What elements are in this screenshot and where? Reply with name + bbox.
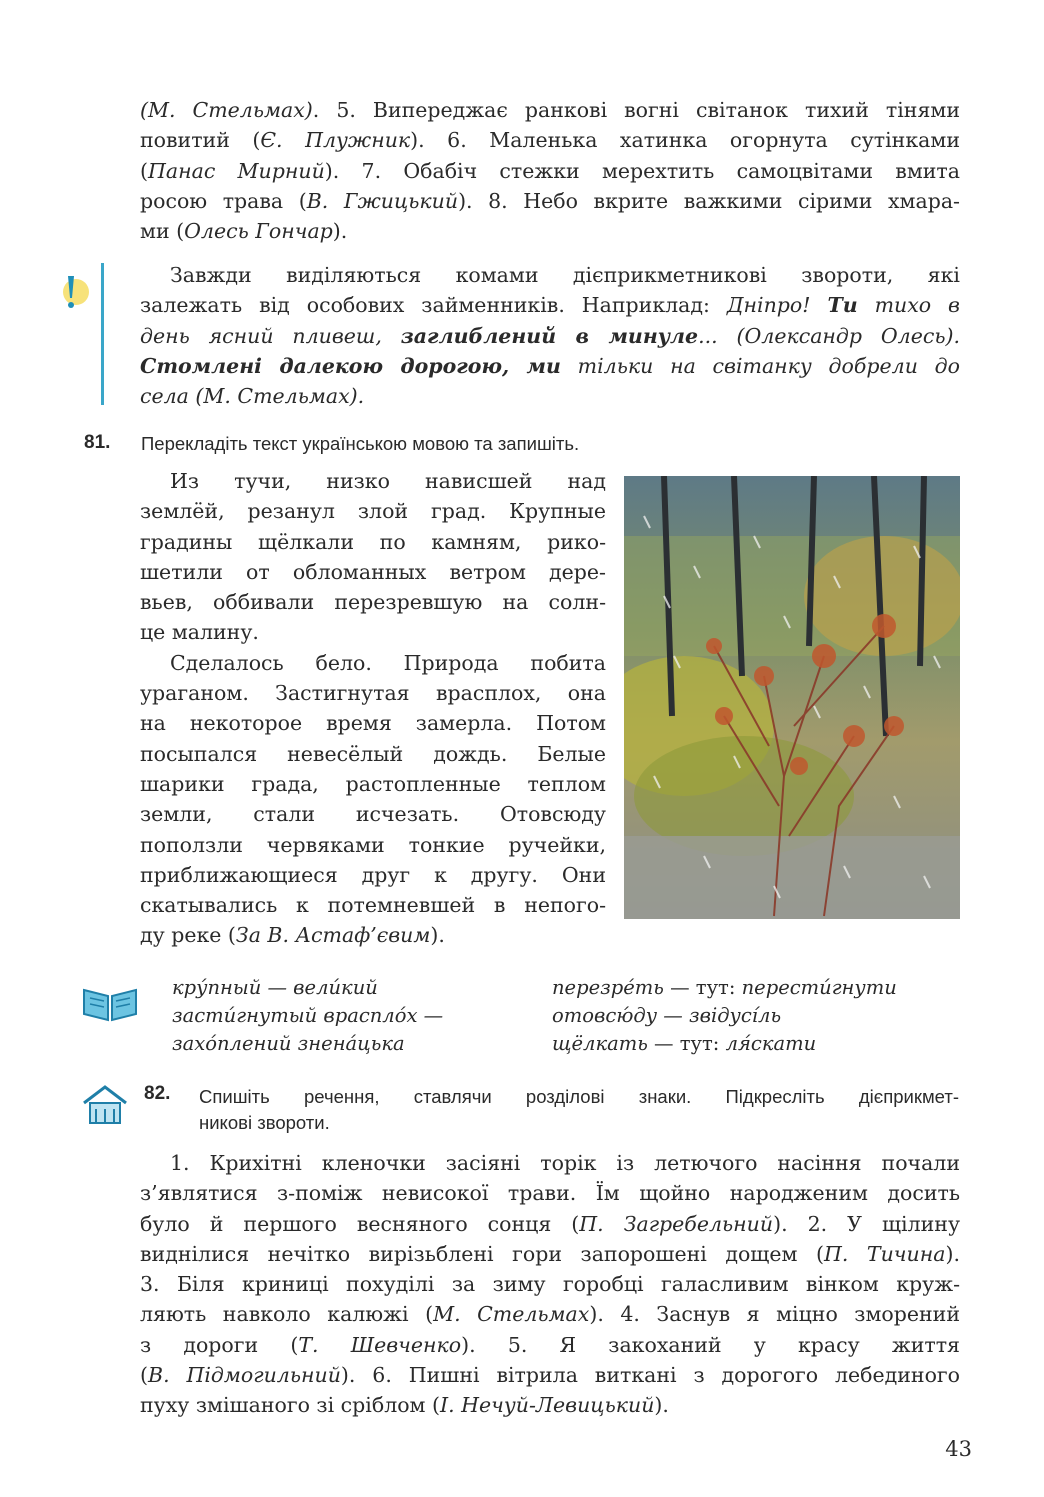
line: пуху змішаного зі сріблом (І. Нечуй-Левицький).	[140, 1393, 669, 1418]
line: було й першого весняного сонця (П. Загребельний). 2. У щілину	[140, 1211, 960, 1236]
line: ляють навколо калюжі (М. Стельмах). 4. Заснув я міцно зморений	[140, 1302, 960, 1327]
vocab-entry: отовсю́ду — звідусі́ль	[552, 1004, 782, 1027]
top-paragraph	[140, 95, 960, 246]
line: Завжди виділяються комами дієприкметникові звороти, які	[170, 263, 960, 287]
line: на некоторое время замерла. Потом	[140, 711, 606, 736]
homework-house-icon	[80, 1083, 130, 1127]
exercise-81-text	[140, 466, 606, 951]
line: Сделалось бело. Природа побита	[170, 650, 606, 675]
rule-bar	[101, 263, 104, 405]
line: приближающиеся друг к другу. Они	[140, 862, 606, 887]
line: (В. Підмогильний). 6. Пишні вітрила виткані з дорогого лебединого	[140, 1363, 960, 1388]
line: вьев, оббивали перезревшую на солн-	[140, 590, 606, 615]
line: (Панас Мирний). 7. Обабіч стежки мерехтить самоцвітами вмита	[140, 158, 960, 183]
line: землёй, резанул злой град. Крупные	[140, 499, 606, 524]
task-line: Спишіть речення, ставлячи розділові знаки. Підкресліть дієприкмет-	[199, 1086, 959, 1107]
vocab-entry: перезре́ть — тут: перести́гнути	[552, 976, 897, 999]
task-line: никові звороти.	[199, 1112, 330, 1133]
line: Из тучи, низко нависшей над	[170, 469, 606, 493]
line: виднілися нечітко вирізьблені гори запорошені дощем (П. Тичина).	[140, 1241, 960, 1266]
line: ми (Олесь Гончар).	[140, 219, 348, 244]
line: з дороги (Т. Шевченко). 5. Я закоханий у красу життя	[140, 1332, 960, 1357]
line: росою трава (В. Гжицький). 8. Небо вкрите важкими сірими хмара-	[140, 188, 960, 213]
line: з’являтися з-поміж невисокої трави. Їм щойно народженим досить	[140, 1181, 960, 1206]
exercise-82-task	[199, 1084, 959, 1136]
rule-box	[140, 260, 960, 411]
line: поползли червяками тонкие ручейки,	[140, 832, 606, 857]
line: 3. Біля криниці похуділі за зиму горобці галасливим вінком круж-	[140, 1272, 960, 1297]
line: повитий (Є. Плужник). 6. Маленька хатинка огорнута сутінками	[140, 128, 960, 153]
line: ураганом. Застигнутая врасплох, она	[140, 681, 606, 706]
line: скатывались к потемневшей в непого-	[140, 893, 606, 918]
vocab-entry: захо́плений знена́цька	[172, 1032, 405, 1055]
line: 1. Крихітні кленочки засіяні торік із летючого насіння почали	[170, 1151, 960, 1175]
book-icon	[80, 982, 140, 1024]
line: посыпался невесёлый дождь. Белые	[140, 741, 606, 766]
exclamation-icon	[56, 268, 92, 312]
line: ду реке (За В. Астаф’євим).	[140, 923, 445, 948]
vocab-entry: засти́гнутый враспло́х —	[172, 1004, 444, 1027]
hailstorm-photo	[624, 476, 960, 919]
line: (М. Стельмах). 5. Випереджає ранкові вогні світанок тихий тінями	[140, 98, 960, 122]
vocabulary-right	[552, 974, 897, 1058]
line: градины щёлкали по камням, рико-	[140, 529, 606, 554]
vocabulary-left	[172, 974, 443, 1058]
exercise-81-number: 81.	[84, 432, 111, 453]
line: це малину.	[140, 620, 259, 645]
line: села (М. Стельмах).	[140, 384, 365, 409]
line: земли, стали исчезать. Отовсюду	[140, 802, 606, 827]
vocab-entry: щёлкать — тут: ля́скати	[552, 1032, 817, 1055]
exercise-82-text	[140, 1148, 960, 1421]
line: шарики града, растопленные теплом	[140, 771, 606, 796]
line: Стомлені далекою дорогою, ми тільки на світанку добрели до	[140, 353, 960, 378]
page-number: 43	[945, 1437, 972, 1461]
exercise-82-number: 82.	[144, 1083, 171, 1104]
line: шетили от обломанных ветром дере-	[140, 559, 606, 584]
vocab-entry: кру́пный — вели́кий	[172, 976, 378, 999]
exercise-81-task: Перекладіть текст українською мовою та запишіть.	[141, 433, 580, 454]
line: день ясний пливеш, заглиблений в минуле... (Олександр Олесь).	[140, 323, 961, 348]
line: залежать від особових займенників. Наприклад: Дніпро! Ти тихо в	[140, 293, 960, 318]
